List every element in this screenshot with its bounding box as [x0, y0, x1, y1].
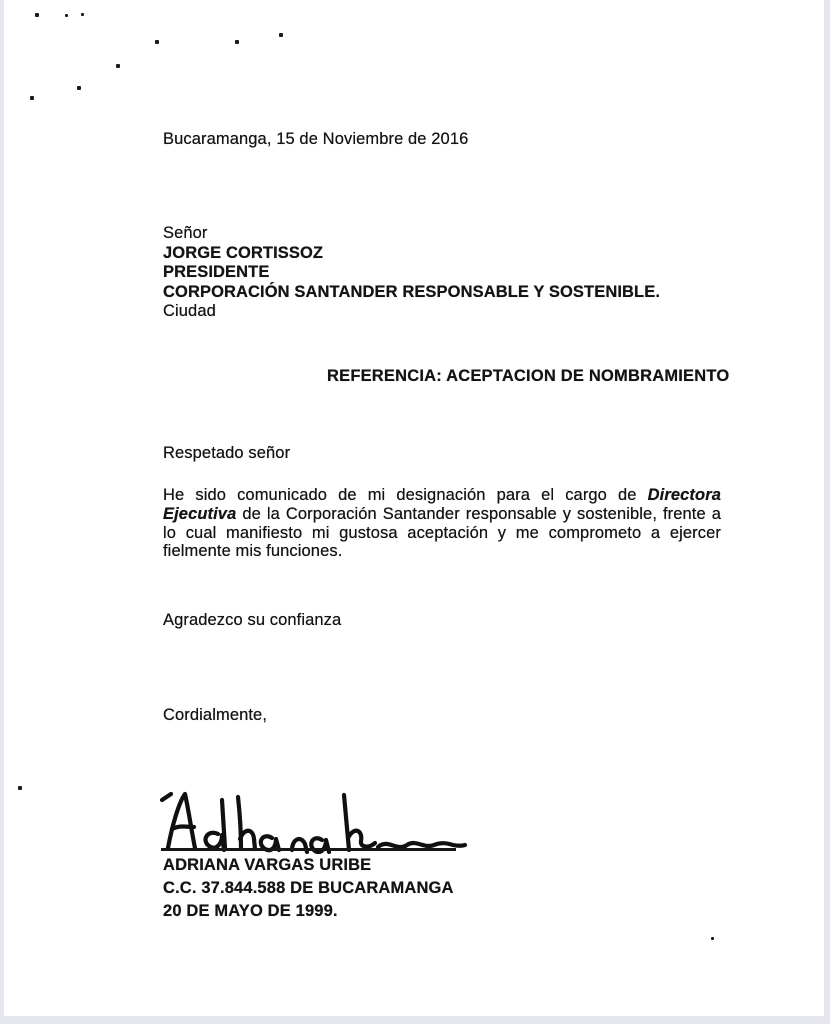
thanks-line: Agradezco su confianza [163, 611, 342, 629]
scan-artifact [116, 64, 120, 68]
recipient-block [163, 224, 660, 322]
recipient-title: PRESIDENTE [163, 263, 270, 281]
signature-rule [161, 848, 456, 851]
scan-artifact [235, 40, 239, 44]
body-text-after: de la Corporación Santander responsable y sostenible, frente a lo cual manifiesto mi gustosa aceptación y me comprometo a ejercer fielmente mis funciones. [163, 504, 721, 561]
signer-name: ADRIANA VARGAS URIBE [163, 856, 372, 874]
scan-artifact [155, 40, 159, 44]
recipient-name: JORGE CORTISSOZ [163, 243, 324, 262]
scan-artifact [77, 86, 81, 90]
recipient-city: Ciudad [163, 302, 216, 320]
greeting-line: Respetado señor [163, 444, 291, 462]
scan-artifact [279, 33, 283, 37]
date-line: Bucaramanga, 15 de Noviembre de 2016 [163, 130, 469, 148]
letter-page [4, 0, 824, 1016]
scan-artifact [18, 786, 22, 790]
closing-line: Cordialmente, [163, 706, 268, 724]
signer-id: C.C. 37.844.588 DE BUCARAMANGA [163, 879, 454, 897]
scan-artifact [65, 14, 68, 17]
scan-artifact [81, 13, 84, 16]
recipient-salutation: Señor [163, 224, 208, 242]
scan-artifact [711, 937, 714, 940]
body-text-before: He sido comunicado de mi designación para el cargo de [163, 486, 648, 504]
scan-artifact [30, 96, 34, 100]
body-paragraph [163, 486, 721, 561]
handwritten-signature-icon [156, 788, 556, 854]
signer-date: 20 DE MAYO DE 1999. [163, 902, 338, 920]
signer-block [163, 854, 454, 923]
scan-artifact [35, 13, 39, 17]
reference-line: REFERENCIA: ACEPTACION DE NOMBRAMIENTO [327, 367, 730, 385]
body-text-emphasis: Directora Ejecutiva [163, 486, 721, 523]
recipient-organization: CORPORACIÓN SANTANDER RESPONSABLE Y SOSTENIBLE. [163, 282, 661, 301]
